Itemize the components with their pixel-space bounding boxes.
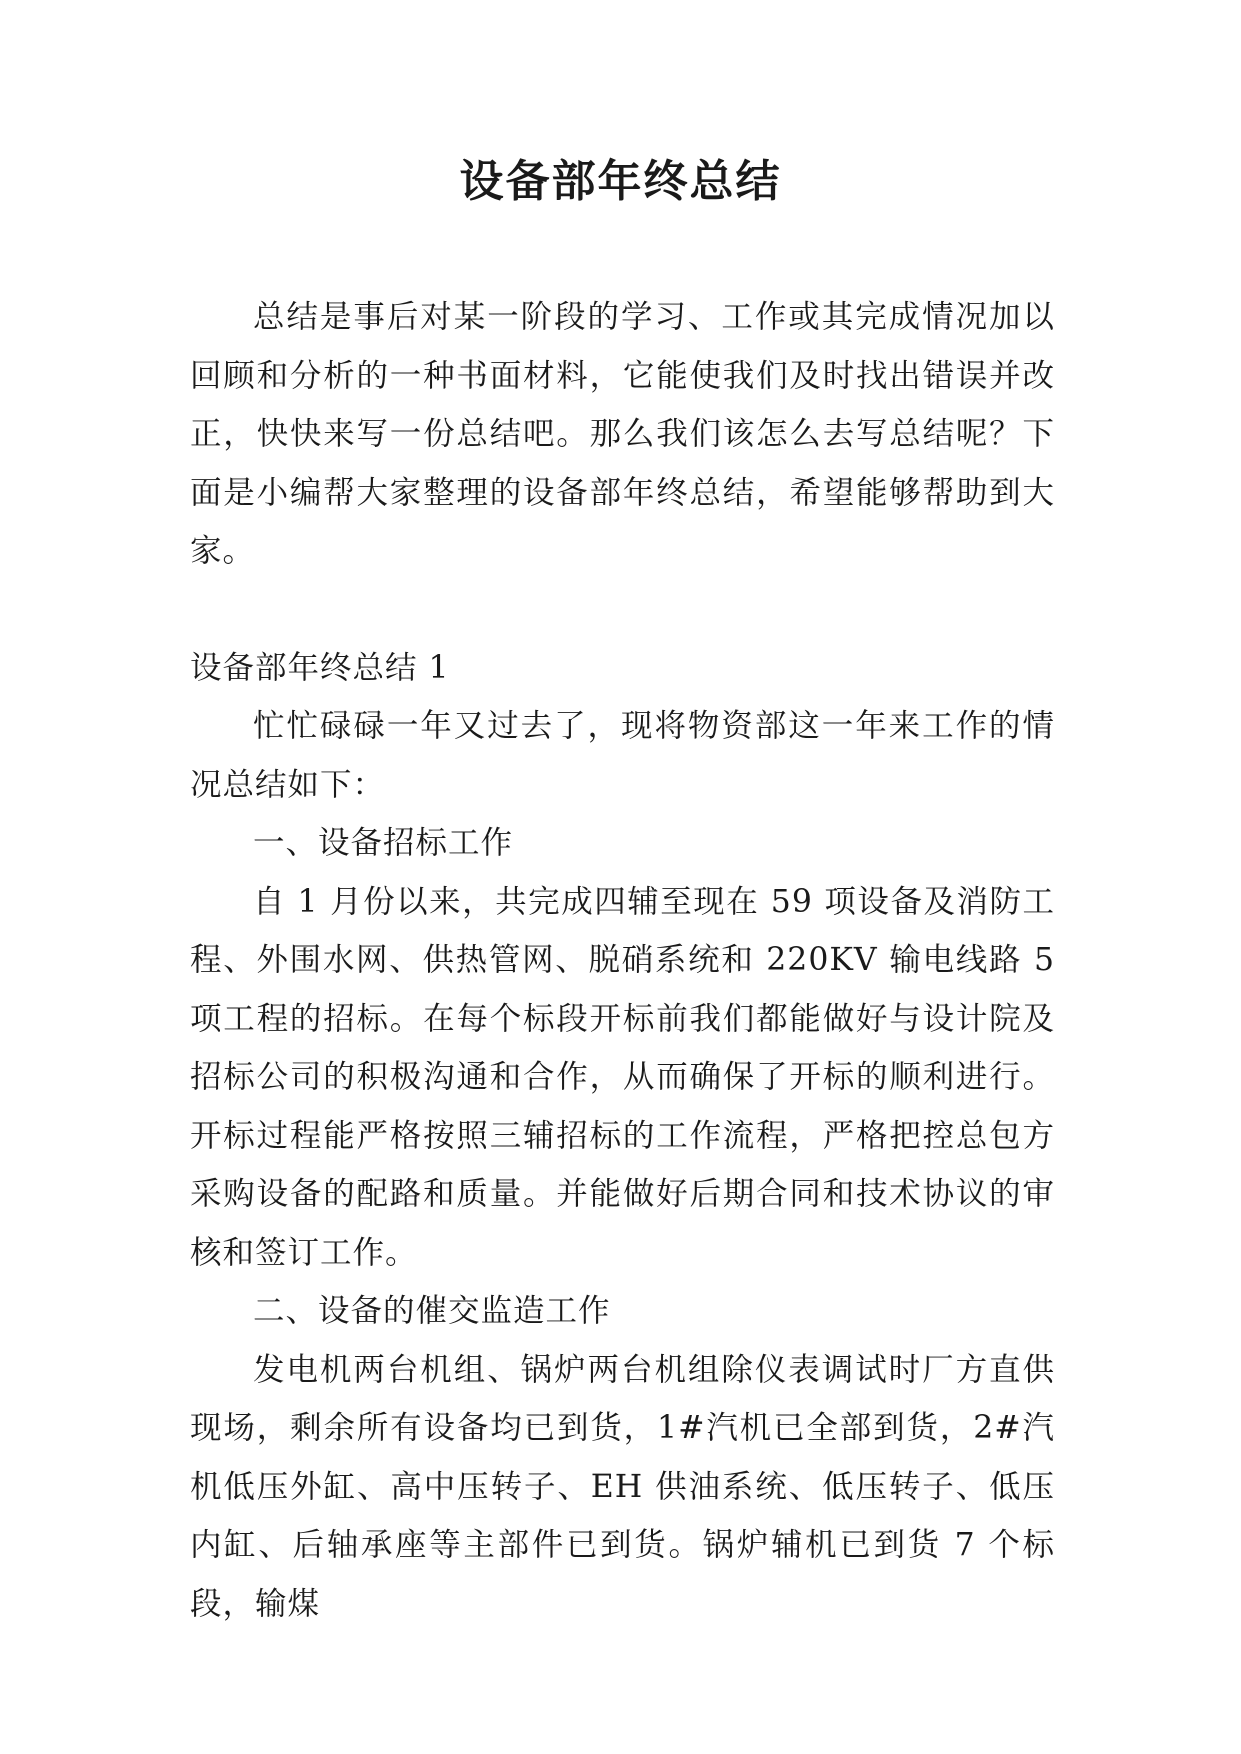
body-paragraph: 发电机两台机组、锅炉两台机组除仪表调试时厂方直供现场，剩余所有设备均已到货，1#汽机已全部到货，2#汽机低压外缸、高中压转子、EH 供油系统、低压转子、低压内缸、后轴承座等主部件已到货。锅炉辅机已到货 7 个标段，输煤 xyxy=(190,1351,1055,1622)
body-paragraph: 忙忙碌碌一年又过去了，现将物资部这一年来工作的情况总结如下： xyxy=(190,708,1055,803)
subheading-bidding: 一、设备招标工作 xyxy=(253,825,514,861)
document-title: 设备部年终总结 xyxy=(459,156,782,207)
section-heading: 设备部年终总结 1 xyxy=(190,649,450,686)
document-body xyxy=(190,288,1055,1633)
paragraph-gap xyxy=(190,581,1055,639)
intro-paragraph: 总结是事后对某一阶段的学习、工作或其完成情况加以回顾和分析的一种书面材料，它能使我们及时找出错误并改正，快快来写一份总结吧。那么我们该怎么去写总结呢？下面是小编帮大家整理的设备部年终总结，希望能够帮助到大家。 xyxy=(190,299,1055,569)
subheading-supervision: 二、设备的催交监造工作 xyxy=(253,1293,611,1329)
body-paragraph: 自 1 月份以来，共完成四辅至现在 59 项设备及消防工程、外围水网、供热管网、脱硝系统和 220KV 输电线路 5 项工程的招标。在每个标段开标前我们都能做好与设计院及招标公司的积极沟通和合作，从而确保了开标的顺利进行。开标过程能严格按照三辅招标的工作流程，严格把控总包方采购设备的配路和质量。并能做好后期合同和技术协议的审核和签订工作。 xyxy=(190,883,1055,1271)
